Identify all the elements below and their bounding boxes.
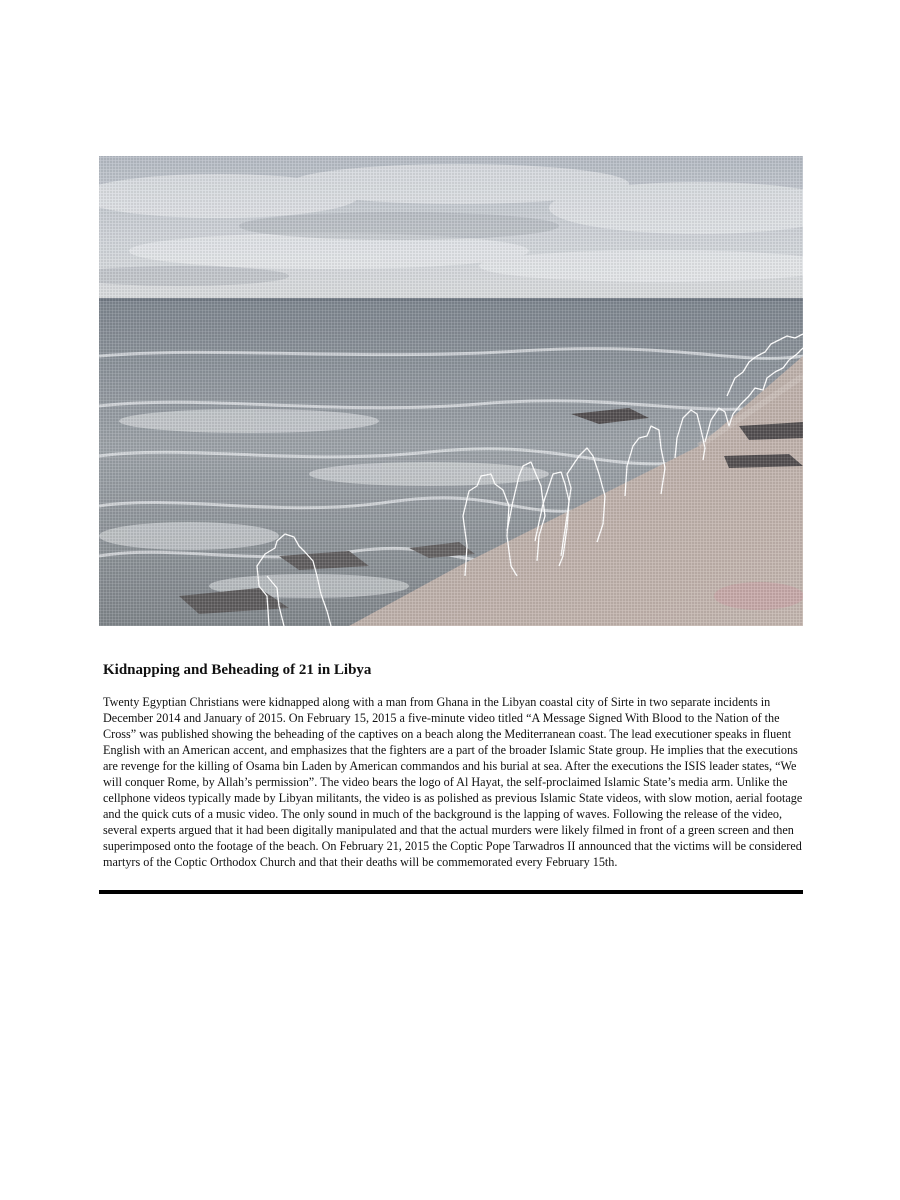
- article-title: Kidnapping and Beheading of 21 in Libya: [103, 662, 372, 678]
- beach-photo: [99, 156, 803, 626]
- beach-scene-graphic: [99, 156, 803, 626]
- section-divider: [99, 890, 803, 894]
- article-body: Twenty Egyptian Christians were kidnapped along with a man from Ghana in the Libyan coastal city of Sirte in two separate incidents in December 2014 and January of 2015. On February 15, 2015 a five-minute video titled “A Message Signed With Blood to the Nation of the Cross” was published showing the beheading of the captives on a beach along the Mediterranean coast. The lead executioner speaks in fluent English with an American accent, and emphasizes that the fighters are a part of the broader Islamic State group. He implies that the executions are revenge for the killing of Osama bin Laden by American commandos and his burial at sea. After the executions the ISIS leader states, “We will conquer Rome, by Allah’s permission”. The video bears the logo of Al Hayat, the self-proclaimed Islamic State’s media arm. Unlike the cellphone videos typically made by Libyan militants, the video is as polished as previous Islamic State videos, with slow motion, aerial footage and the quick cuts of a music video. The only sound in much of the background is the lapping of waves. Following the release of the video, several experts argued that it had been digitally manipulated and that the actual murders were likely filmed in front of a green screen and then superimposed onto the footage of the beach. On February 21, 2015 the Coptic Pope Tarwadros II announced that the victims will be considered martyrs of the Coptic Orthodox Church and that their deaths will be commemorated every February 15th.: [103, 695, 803, 869]
